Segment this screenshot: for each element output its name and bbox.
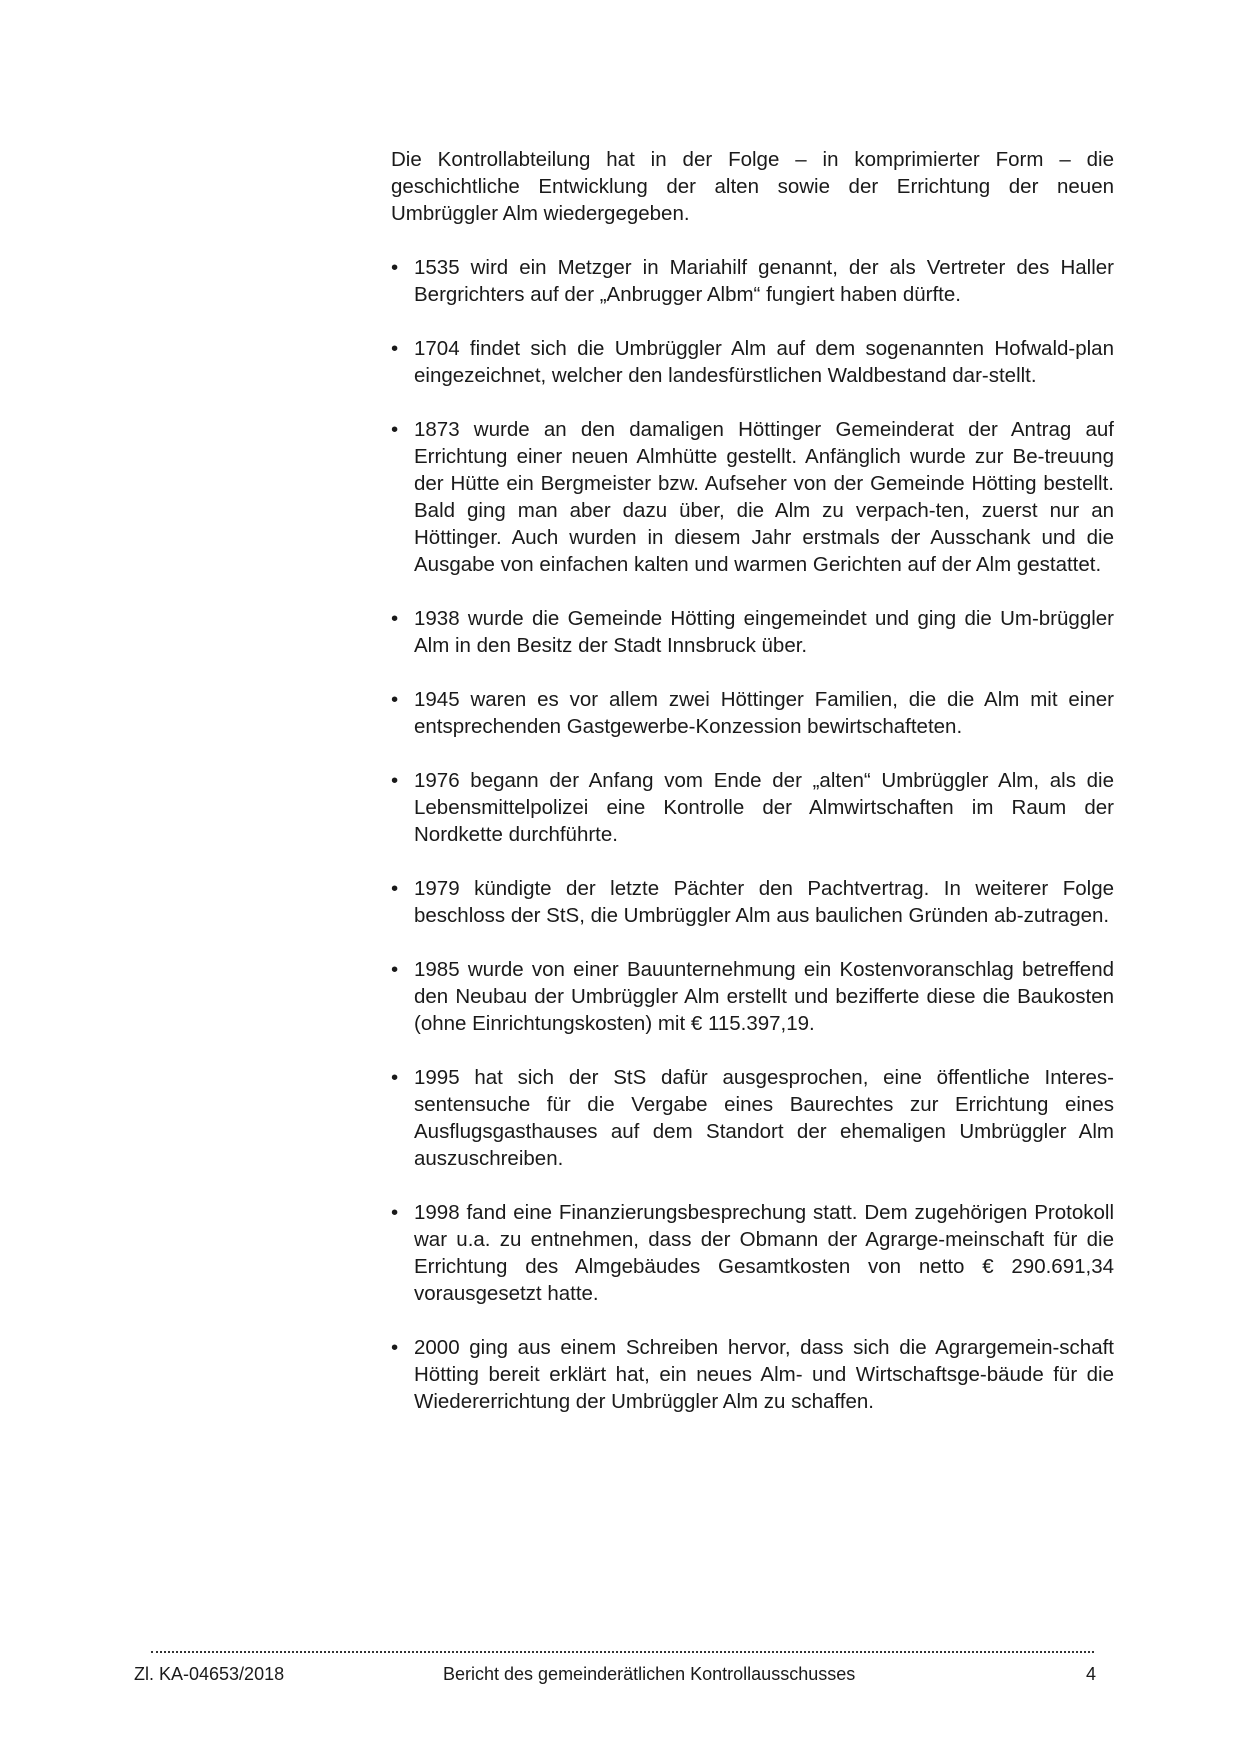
list-item-text: 2000 ging aus einem Schreiben hervor, dass sich die Agrargemein-schaft Hötting bereit erklärt hat, ein neues Alm- und Wirtschaftsge-bäude für die Wiedererrichtung der Umbrüggler Alm zu schaffen. [414, 1336, 1114, 1413]
bullet-icon: • [391, 1201, 399, 1224]
document-body [391, 146, 1114, 1442]
intro-paragraph: Die Kontrollabteilung hat in der Folge – in komprimierter Form – die geschichtliche Entwicklung der alten sowie der Errichtung der neuen Umbrüggler Alm wiedergegeben. [391, 148, 1114, 225]
list-item-text: 1985 wurde von einer Bauunternehmung ein Kostenvoranschlag betreffend den Neubau der Umbrüggler Alm erstellt und bezifferte diese die Baukosten (ohne Einrichtungskosten) mit € 115.397,19. [414, 958, 1114, 1035]
bullet-icon: • [391, 1066, 399, 1089]
list-item [391, 956, 1114, 1037]
bullet-icon: • [391, 958, 399, 981]
list-item-text: 1945 waren es vor allem zwei Höttinger Familien, die die Alm mit einer entsprechenden Gastgewerbe-Konzession bewirtschafteten. [414, 688, 1114, 738]
list-item [391, 335, 1114, 389]
list-item [391, 605, 1114, 659]
page-footer [134, 1662, 1096, 1686]
list-item [391, 254, 1114, 308]
list-item-text: 1938 wurde die Gemeinde Hötting eingemeindet und ging die Um-brüggler Alm in den Besitz der Stadt Innsbruck über. [414, 607, 1114, 657]
list-item-text: 1535 wird ein Metzger in Mariahilf genannt, der als Vertreter des Haller Bergrichters auf der „Anbrugger Albm“ fungiert haben dürfte. [414, 256, 1114, 306]
bullet-icon: • [391, 256, 399, 279]
list-item-text: 1995 hat sich der StS dafür ausgesprochen, eine öffentliche Interes-sentensuche für die Vergabe eines Baurechtes zur Errichtung eines Ausflugsgasthauses auf dem Standort der ehemaligen Umbrüggler Alm auszuschreiben. [414, 1066, 1114, 1170]
list-item-text: 1998 fand eine Finanzierungsbesprechung statt. Dem zugehörigen Protokoll war u.a. zu entnehmen, dass der Obmann der Agrarge-meinschaft für die Errichtung des Almgebäudes Gesamtkosten von netto € 290.691,34 vorausgesetzt hatte. [414, 1201, 1114, 1305]
list-item [391, 416, 1114, 578]
list-item [391, 1199, 1114, 1307]
history-timeline-list [391, 254, 1114, 1415]
bullet-icon: • [391, 688, 399, 711]
page-number: 4 [1085, 1664, 1096, 1684]
footer-reference: Zl. KA-04653/2018 [134, 1664, 285, 1684]
bullet-icon: • [391, 1336, 399, 1359]
list-item [391, 1334, 1114, 1415]
list-item-text: 1976 begann der Anfang vom Ende der „alten“ Umbrüggler Alm, als die Lebensmittelpolizei eine Kontrolle der Almwirtschaften im Raum der Nordkette durchführte. [414, 769, 1114, 846]
list-item [391, 875, 1114, 929]
list-item [391, 767, 1114, 848]
list-item-text: 1704 findet sich die Umbrüggler Alm auf dem sogenannten Hofwald-plan eingezeichnet, welcher den landesfürstlichen Waldbestand dar-stellt. [414, 337, 1114, 387]
list-item-text: 1979 kündigte der letzte Pächter den Pachtvertrag. In weiterer Folge beschloss der StS, die Umbrüggler Alm aus baulichen Gründen ab-zutragen. [414, 877, 1114, 927]
list-item [391, 1064, 1114, 1172]
bullet-icon: • [391, 769, 399, 792]
bullet-icon: • [391, 607, 399, 630]
list-item [391, 686, 1114, 740]
bullet-icon: • [391, 418, 399, 441]
footer-title: Bericht des gemeinderätlichen Kontrollausschusses [443, 1664, 856, 1684]
bullet-icon: • [391, 877, 399, 900]
list-item-text: 1873 wurde an den damaligen Höttinger Gemeinderat der Antrag auf Errichtung einer neuen Almhütte gestellt. Anfänglich wurde zur Be-treuung der Hütte ein Bergmeister bzw. Aufseher von der Gemeinde Hötting bestellt. Bald ging man aber dazu über, die Alm zu verpach-ten, zuerst nur an Höttinger. Auch wurden in diesem Jahr erstmals der Ausschank und die Ausgabe von einfachen kalten und warmen Gerichten auf der Alm gestattet. [414, 418, 1114, 576]
bullet-icon: • [391, 337, 399, 360]
footer-divider [151, 1651, 1094, 1653]
